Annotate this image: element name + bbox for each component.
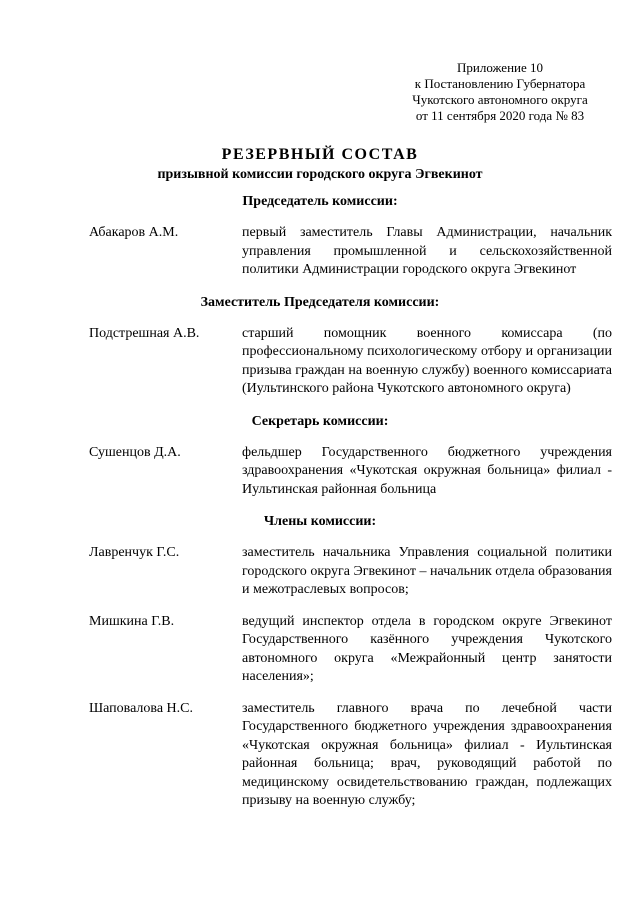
member-role: фельдшер Государственного бюджетного учреждения здравоохранения «Чукотская окружная больница» филиал - Иультинская районная больница bbox=[242, 444, 612, 497]
annex-block bbox=[360, 60, 640, 124]
member-role: заместитель начальника Управления социальной политики городского округа Эгвекинот – начальник отдела образования и межотраслевых вопросов; bbox=[242, 545, 612, 597]
member-name: Абакаров А.М. bbox=[89, 225, 179, 240]
section-chairman bbox=[0, 193, 640, 280]
member-role: старший помощник военного комиссара (по профессиональному психологическому отбору и организации призыва граждан на военную службу) военного комиссариата (Иультинского района Чукотского автономного округа) bbox=[242, 325, 612, 396]
member-entry bbox=[0, 224, 640, 280]
member-name: Шаповалова Н.С. bbox=[89, 700, 193, 716]
member-entry bbox=[0, 325, 640, 399]
member-name: Мишкина Г.В. bbox=[89, 613, 175, 629]
section-secretary bbox=[0, 413, 640, 500]
annex-line: к Постановлению Губернатора bbox=[414, 76, 586, 91]
sections-container bbox=[0, 193, 640, 824]
annex-line: от 11 сентября 2020 года № 83 bbox=[415, 108, 585, 123]
member-role: ведущий инспектор отдела в городском округе Эгвекинот Государственного казённого учреждения Чукотского автономного округа «Межрайонный центр занятости населения»; bbox=[242, 613, 612, 684]
member-role: заместитель главного врача по лечебной части Государственного бюджетного учреждения здравоохранения «Чукотская окружная больница» филиал - Иультинская районная больница; врач, руководящий работой по медицинскому освидетельствованию граждан, подлежащих призыву на военную службу; bbox=[242, 700, 612, 808]
member-name: Лавренчук Г.С. bbox=[89, 545, 180, 560]
document-subtitle: призывной комиссии городского округа Эгвекинот bbox=[157, 167, 483, 182]
member-entry bbox=[0, 613, 640, 687]
section-heading: Члены комиссии: bbox=[263, 514, 377, 529]
section-deputy bbox=[0, 294, 640, 399]
annex-line: Чукотского автономного округа bbox=[412, 92, 588, 107]
document-title: РЕЗЕРВНЫЙ СОСТАВ bbox=[221, 146, 419, 163]
section-heading: Председатель комиссии: bbox=[242, 194, 398, 209]
member-entry bbox=[0, 444, 640, 500]
section-members bbox=[0, 513, 640, 811]
member-entry bbox=[0, 544, 640, 600]
section-heading: Секретарь комиссии: bbox=[251, 413, 389, 429]
section-heading: Заместитель Председателя комиссии: bbox=[200, 294, 440, 310]
member-entry bbox=[0, 700, 640, 811]
member-role: первый заместитель Главы Администрации, начальник управления промышленной и сельскохозяйственной политики Администрации городского округа Эгвекинот bbox=[242, 225, 612, 277]
annex-line: Приложение 10 bbox=[456, 60, 544, 75]
member-name: Подстрешная А.В. bbox=[89, 325, 200, 341]
member-name: Сушенцов Д.А. bbox=[89, 444, 181, 460]
